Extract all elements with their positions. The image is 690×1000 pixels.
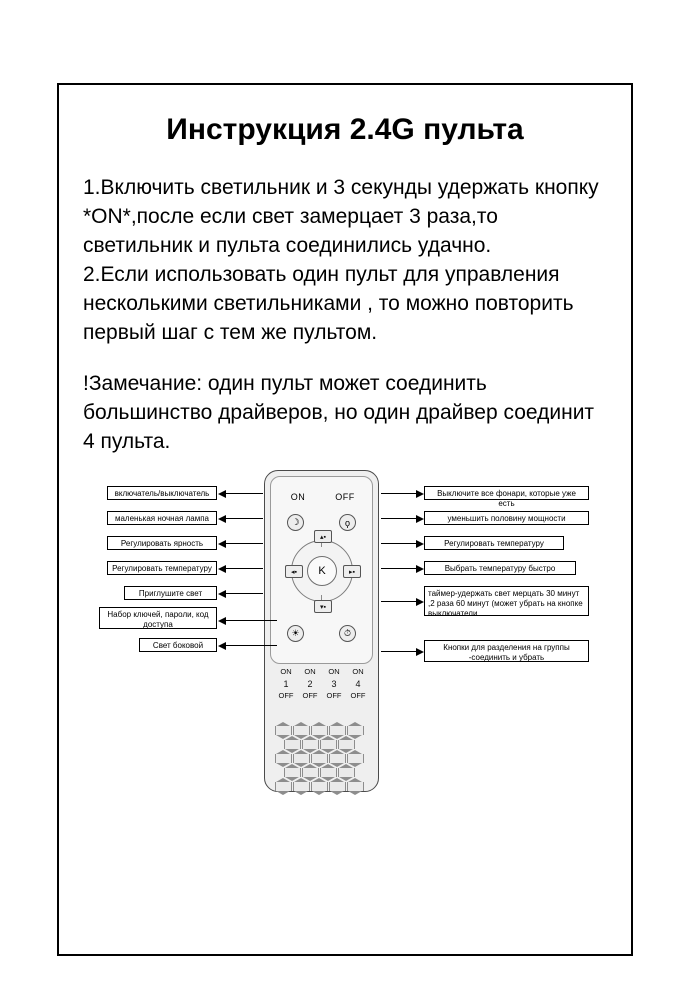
callout-right-temperature: Регулировать температуру — [424, 536, 564, 550]
arrow-right-temperature-fast — [381, 568, 417, 569]
dim-light-icon[interactable]: ☀ — [287, 625, 304, 642]
instruction-card — [57, 83, 633, 956]
brightness-down-button[interactable]: ▾▪ — [314, 600, 332, 613]
arrow-left-nightlight — [225, 518, 263, 519]
callout-left-sidelight: Свет боковой — [139, 638, 217, 652]
arrow-left-power — [225, 493, 263, 494]
half-power-icon[interactable]: ϙ — [339, 514, 356, 531]
timer-icon[interactable]: ⏱ — [339, 625, 356, 642]
callout-right-temperature-fast: Выбрать температуру быстро — [424, 561, 576, 575]
callout-left-dim: Приглушите свет — [124, 586, 217, 600]
instruction-body — [83, 173, 609, 456]
remote-off-label: OFF — [335, 492, 355, 502]
brightness-up-button[interactable]: ▴▪ — [314, 530, 332, 543]
group-switch-4[interactable] — [349, 666, 367, 702]
group-3-number: 3 — [331, 679, 337, 689]
callout-left-keys: Набор ключей, пароли, код доступа — [99, 607, 217, 629]
arrow-left-sidelight — [225, 645, 277, 646]
temperature-down-button[interactable]: ◂▪ — [285, 565, 303, 578]
arrow-right-all-off — [381, 493, 417, 494]
group-1-on: ON — [280, 667, 292, 676]
group-4-on: ON — [352, 667, 364, 676]
arrow-left-keys — [225, 620, 277, 621]
group-2-number: 2 — [307, 679, 313, 689]
paragraph-1: 1.Включить светильник и 3 секунды удержать кнопку *ON*,после если свет замерцает 3 раза,то светильник и пульта соединились удачно. — [83, 176, 599, 257]
group-2-on: ON — [304, 667, 316, 676]
group-4-off: OFF — [350, 691, 366, 700]
arrow-right-temperature — [381, 543, 417, 544]
arrow-left-temperature — [225, 568, 263, 569]
paragraph-spacer — [83, 347, 609, 369]
callout-right-all-off: Выключите все фонари, которые уже есть — [424, 486, 589, 500]
callout-left-brightness: Регулировать ярность — [107, 536, 217, 550]
remote-diagram — [59, 470, 635, 800]
night-light-icon[interactable]: ☽ — [287, 514, 304, 531]
callout-left-temperature: Регулировать температуру — [107, 561, 217, 575]
paragraph-2: 2.Если использовать один пульт для управления несколькими светильниками , то можно повторить первый шаг с тем же пультом. — [83, 263, 574, 344]
group-switch-3[interactable] — [325, 666, 343, 702]
callout-right-timer: таймер-удержать свет мерцать 30 минут ,2 раза 60 минут (может убрать на кнопке выключатели — [424, 586, 589, 616]
arrow-right-groups — [381, 651, 417, 652]
arrow-right-timer — [381, 601, 417, 602]
dial-center-button[interactable]: K — [307, 556, 337, 586]
callout-right-half-power: уменьшить половину мощности — [424, 511, 589, 525]
temperature-up-button[interactable]: ▸▪ — [343, 565, 361, 578]
group-switch-1[interactable] — [277, 666, 295, 702]
arrow-left-dim — [225, 593, 263, 594]
group-4-number: 4 — [355, 679, 361, 689]
remote-hex-pattern — [271, 720, 372, 798]
group-3-on: ON — [328, 667, 340, 676]
callout-right-groups: Кнопки для разделения на группы -соединить и убрать — [424, 640, 589, 662]
callout-left-nightlight: маленькая ночная лампа — [107, 511, 217, 525]
arrow-right-half-power — [381, 518, 417, 519]
paragraph-3: !Замечание: один пульт может соединить большинство драйверов, но один драйвер соединит 4 пульта. — [83, 372, 595, 453]
page-title: Инструкция 2.4G пульта — [166, 113, 524, 146]
arrow-left-brightness — [225, 543, 263, 544]
group-switch-2[interactable] — [301, 666, 319, 702]
group-switch-block — [277, 666, 367, 712]
group-1-off: OFF — [278, 691, 294, 700]
remote-on-label: ON — [290, 492, 306, 502]
callout-left-power: включатель/выключатель — [107, 486, 217, 500]
group-1-number: 1 — [283, 679, 289, 689]
group-2-off: OFF — [302, 691, 318, 700]
group-3-off: OFF — [326, 691, 342, 700]
